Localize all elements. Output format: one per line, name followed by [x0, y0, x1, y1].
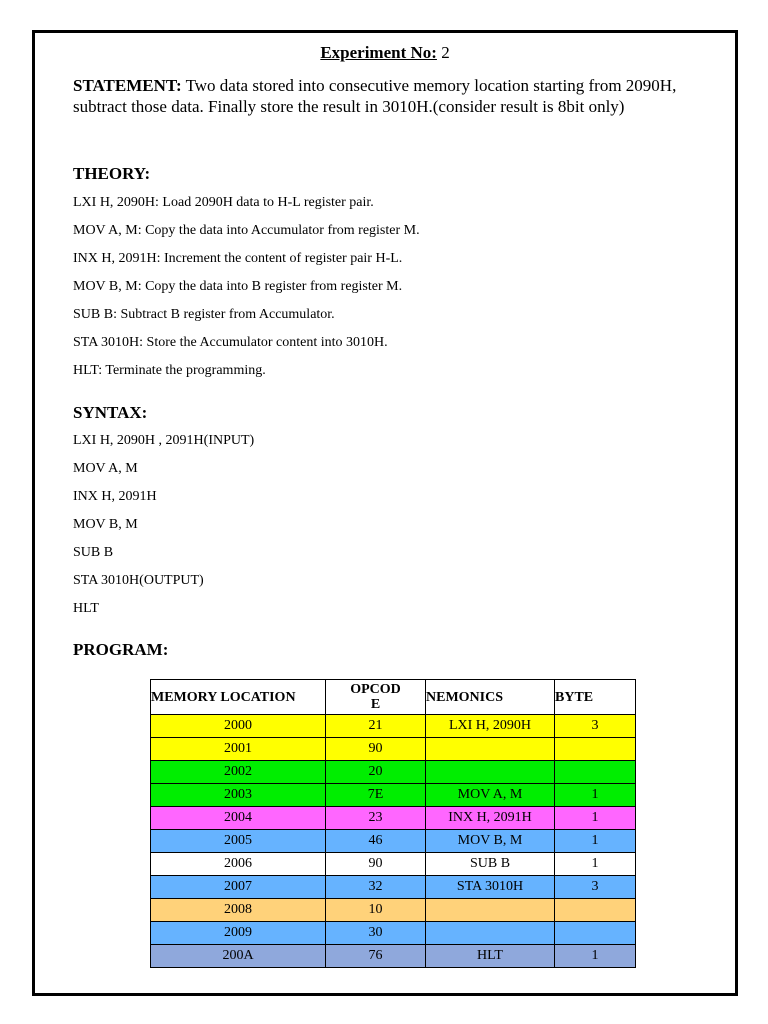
memory-location-cell: 2008	[151, 899, 326, 922]
opcode-cell: 32	[326, 876, 426, 899]
syntax-line: LXI H, 2090H , 2091H(INPUT)	[73, 433, 255, 448]
memory-location-cell: 2005	[151, 830, 326, 853]
opcode-cell: 90	[326, 738, 426, 761]
theory-line: STA 3010H: Store the Accumulator content into 3010H.	[73, 335, 388, 350]
memory-location-cell: 2003	[151, 784, 326, 807]
mnemonic-cell: LXI H, 2090H	[426, 715, 555, 738]
mnemonic-cell: MOV A, M	[426, 784, 555, 807]
syntax-line: SUB B	[73, 545, 114, 560]
opcode-cell: 20	[326, 761, 426, 784]
table-row	[151, 945, 636, 968]
program-heading: PROGRAM:	[73, 640, 169, 659]
byte-cell: 1	[555, 830, 636, 853]
memory-location-cell: 2000	[151, 715, 326, 738]
memory-location-cell: 2007	[151, 876, 326, 899]
theory-line: MOV B, M: Copy the data into B register from register M.	[73, 279, 403, 294]
mnemonic-cell: SUB B	[426, 853, 555, 876]
memory-location-cell: 2006	[151, 853, 326, 876]
byte-cell: 1	[555, 807, 636, 830]
header-opcode-text: OPCOD E	[350, 682, 401, 712]
syntax-line: MOV A, M	[73, 461, 138, 476]
table-row	[151, 715, 636, 738]
syntax-heading: SYNTAX:	[73, 403, 148, 422]
opcode-cell: 76	[326, 945, 426, 968]
table-row	[151, 899, 636, 922]
byte-cell	[555, 899, 636, 922]
mnemonic-cell: INX H, 2091H	[426, 807, 555, 830]
statement-label: STATEMENT:	[73, 76, 182, 95]
theory-line: HLT: Terminate the programming.	[73, 363, 266, 378]
byte-cell	[555, 922, 636, 945]
memory-location-cell: 2001	[151, 738, 326, 761]
theory-line: MOV A, M: Copy the data into Accumulator from register M.	[73, 223, 420, 238]
experiment-title	[32, 43, 738, 63]
table-row	[151, 830, 636, 853]
mnemonic-cell: HLT	[426, 945, 555, 968]
theory-line: INX H, 2091H: Increment the content of register pair H-L.	[73, 251, 403, 266]
syntax-line: INX H, 2091H	[73, 489, 157, 504]
header-memory-location: MEMORY LOCATION	[151, 680, 326, 715]
table-row	[151, 876, 636, 899]
memory-location-cell: 2009	[151, 922, 326, 945]
opcode-cell: 7E	[326, 784, 426, 807]
program-table-body	[151, 715, 636, 968]
program-table-header-row	[151, 680, 636, 715]
byte-cell: 3	[555, 715, 636, 738]
theory-line: LXI H, 2090H: Load 2090H data to H-L register pair.	[73, 195, 374, 210]
table-row	[151, 853, 636, 876]
header-opcode	[326, 680, 426, 715]
mnemonic-cell: MOV B, M	[426, 830, 555, 853]
table-row	[151, 784, 636, 807]
syntax-line: MOV B, M	[73, 517, 138, 532]
byte-cell	[555, 738, 636, 761]
memory-location-cell: 2004	[151, 807, 326, 830]
opcode-cell: 30	[326, 922, 426, 945]
mnemonic-cell	[426, 899, 555, 922]
opcode-cell: 90	[326, 853, 426, 876]
opcode-cell: 46	[326, 830, 426, 853]
mnemonic-cell	[426, 761, 555, 784]
memory-location-cell: 200A	[151, 945, 326, 968]
statement-paragraph	[73, 75, 683, 117]
experiment-number: 2	[436, 43, 450, 62]
opcode-cell: 21	[326, 715, 426, 738]
byte-cell: 1	[555, 784, 636, 807]
byte-cell: 1	[555, 853, 636, 876]
byte-cell: 1	[555, 945, 636, 968]
byte-cell: 3	[555, 876, 636, 899]
table-row	[151, 922, 636, 945]
header-byte: BYTE	[555, 680, 636, 715]
mnemonic-cell	[426, 922, 555, 945]
syntax-line: STA 3010H(OUTPUT)	[73, 573, 204, 588]
table-row	[151, 738, 636, 761]
table-row	[151, 761, 636, 784]
mnemonic-cell: STA 3010H	[426, 876, 555, 899]
statement-text: Two data stored into consecutive memory location starting from 2090H, subtract those data. Finally store the result in 3010H.(consider result is 8bit only)	[73, 76, 677, 116]
syntax-line: HLT	[73, 601, 99, 616]
header-nemonics: NEMONICS	[426, 680, 555, 715]
opcode-cell: 23	[326, 807, 426, 830]
mnemonic-cell	[426, 738, 555, 761]
theory-heading: THEORY:	[73, 164, 151, 183]
byte-cell	[555, 761, 636, 784]
experiment-label: Experiment No:	[320, 43, 437, 62]
opcode-cell: 10	[326, 899, 426, 922]
table-row	[151, 807, 636, 830]
theory-line: SUB B: Subtract B register from Accumulator.	[73, 307, 335, 322]
memory-location-cell: 2002	[151, 761, 326, 784]
program-table	[150, 679, 636, 968]
